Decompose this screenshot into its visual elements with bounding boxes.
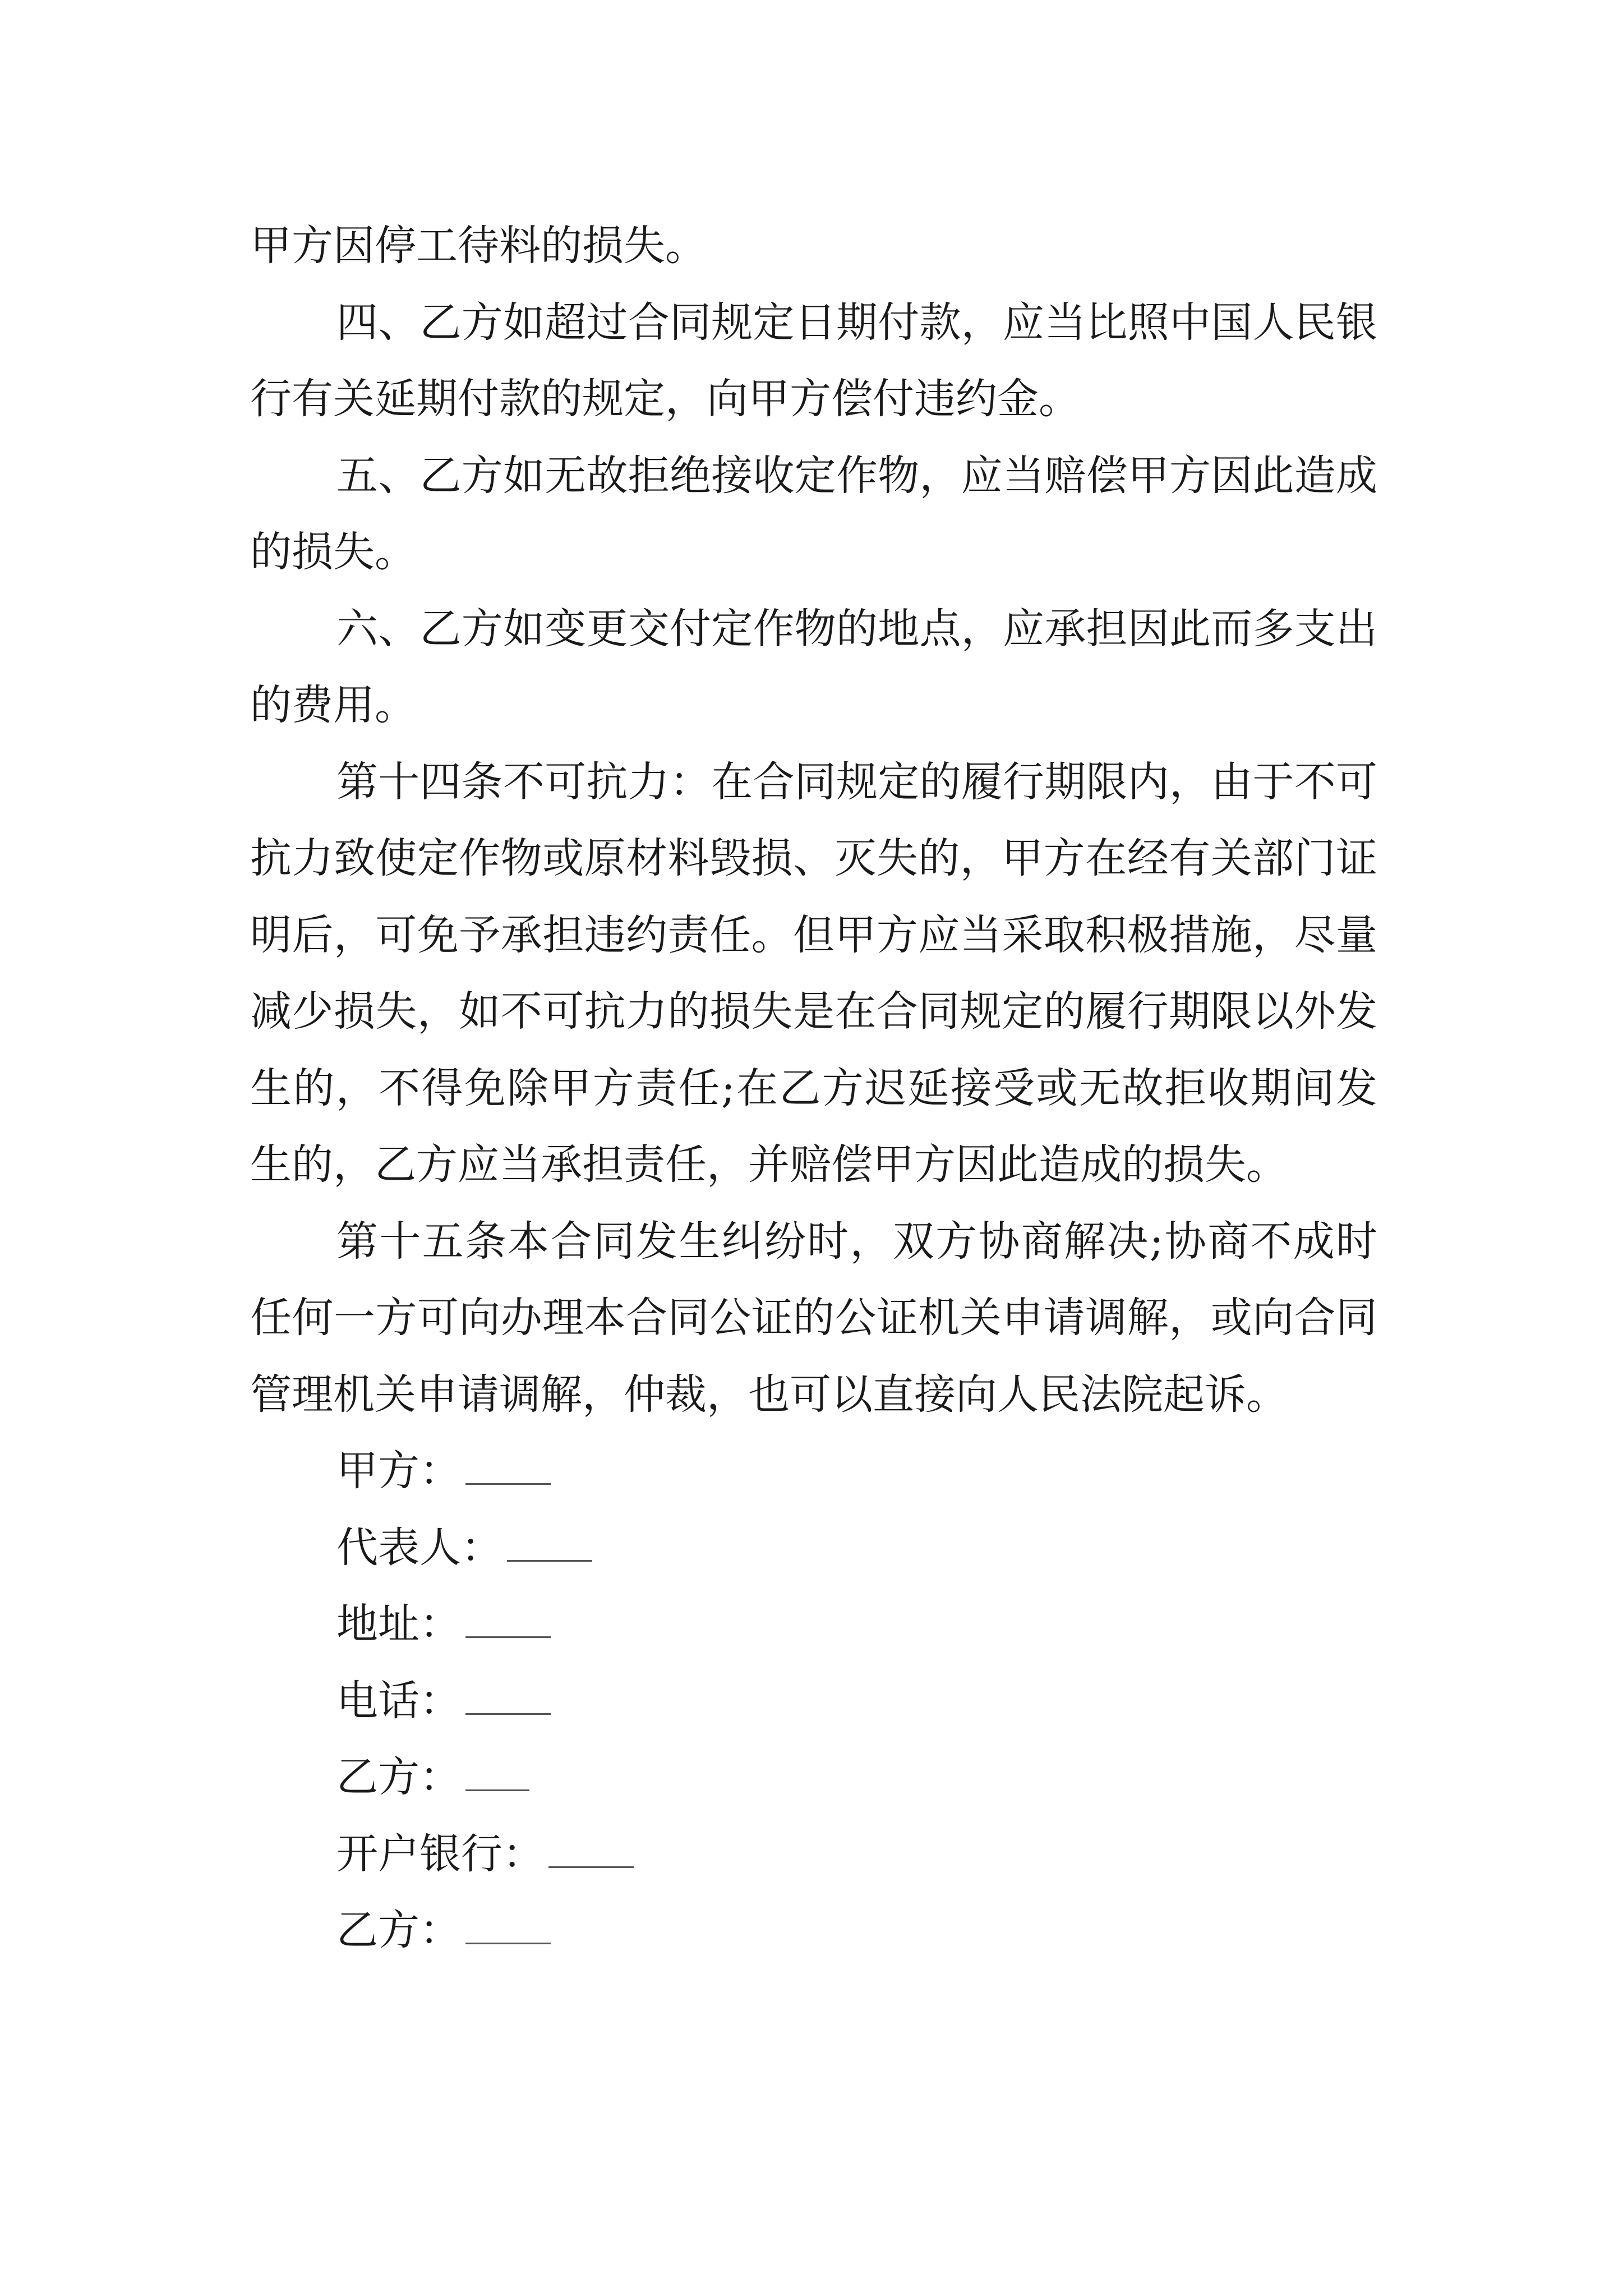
signature-label: 代表人： [336, 1523, 502, 1572]
signature-label: 电话： [336, 1676, 461, 1725]
signature-label: 乙方： [336, 1906, 461, 1954]
signature-field-phone [250, 1663, 1377, 1740]
signature-blank-line[interactable] [465, 1681, 551, 1715]
signature-blank-line[interactable] [465, 1757, 529, 1791]
signature-label: 甲方： [336, 1447, 461, 1495]
signature-blank-line[interactable] [465, 1604, 551, 1638]
contract-body [250, 208, 1377, 1969]
signature-field-representative [250, 1510, 1377, 1586]
paragraph-article-14: 第十四条不可抗力：在合同规定的履行期限内，由于不可抗力致使定作物或原材料毁损、灭失的，甲方在经有关部门证明后，可免予承担违约责任。但甲方应当采取积极措施，尽量减少损失，如不可抗力的损失是在合同规定的履行期限以外发生的，不得免除甲方责任;在乙方迟延接受或无故拒收期间发生的，乙方应当承担责任，并赔偿甲方因此造成的损失。 [250, 757, 1377, 1189]
signature-field-bank [250, 1816, 1377, 1893]
signature-field-party-a [250, 1433, 1377, 1510]
signature-blank-line[interactable] [465, 1451, 551, 1485]
signature-label: 乙方： [336, 1753, 461, 1801]
signature-blank-line[interactable] [465, 1910, 551, 1944]
signature-blank-line[interactable] [548, 1834, 634, 1868]
signature-label: 地址： [336, 1600, 461, 1648]
paragraph-clause-4: 四、乙方如超过合同规定日期付款，应当比照中国人民银行有关延期付款的规定，向甲方偿付违约金。 [250, 298, 1377, 423]
paragraph-article-15: 第十五条本合同发生纠纷时，双方协商解决;协商不成时任何一方可向办理本合同公证的公证机关申请调解，或向合同管理机关申请调解，仲裁，也可以直接向人民法院起诉。 [250, 1217, 1377, 1419]
signature-label: 开户银行： [336, 1829, 544, 1878]
paragraph-clause-6: 六、乙方如变更交付定作物的地点，应承担因此而多支出的费用。 [250, 604, 1377, 729]
signature-field-address [250, 1586, 1377, 1663]
signature-blank-line[interactable] [507, 1527, 592, 1562]
signature-field-party-b [250, 1739, 1377, 1816]
paragraph-clause-5: 五、乙方如无故拒绝接收定作物，应当赔偿甲方因此造成的损失。 [250, 451, 1377, 576]
signature-field-party-b-2 [250, 1892, 1377, 1969]
paragraph-continuation: 甲方因停工待料的损失。 [250, 222, 707, 270]
